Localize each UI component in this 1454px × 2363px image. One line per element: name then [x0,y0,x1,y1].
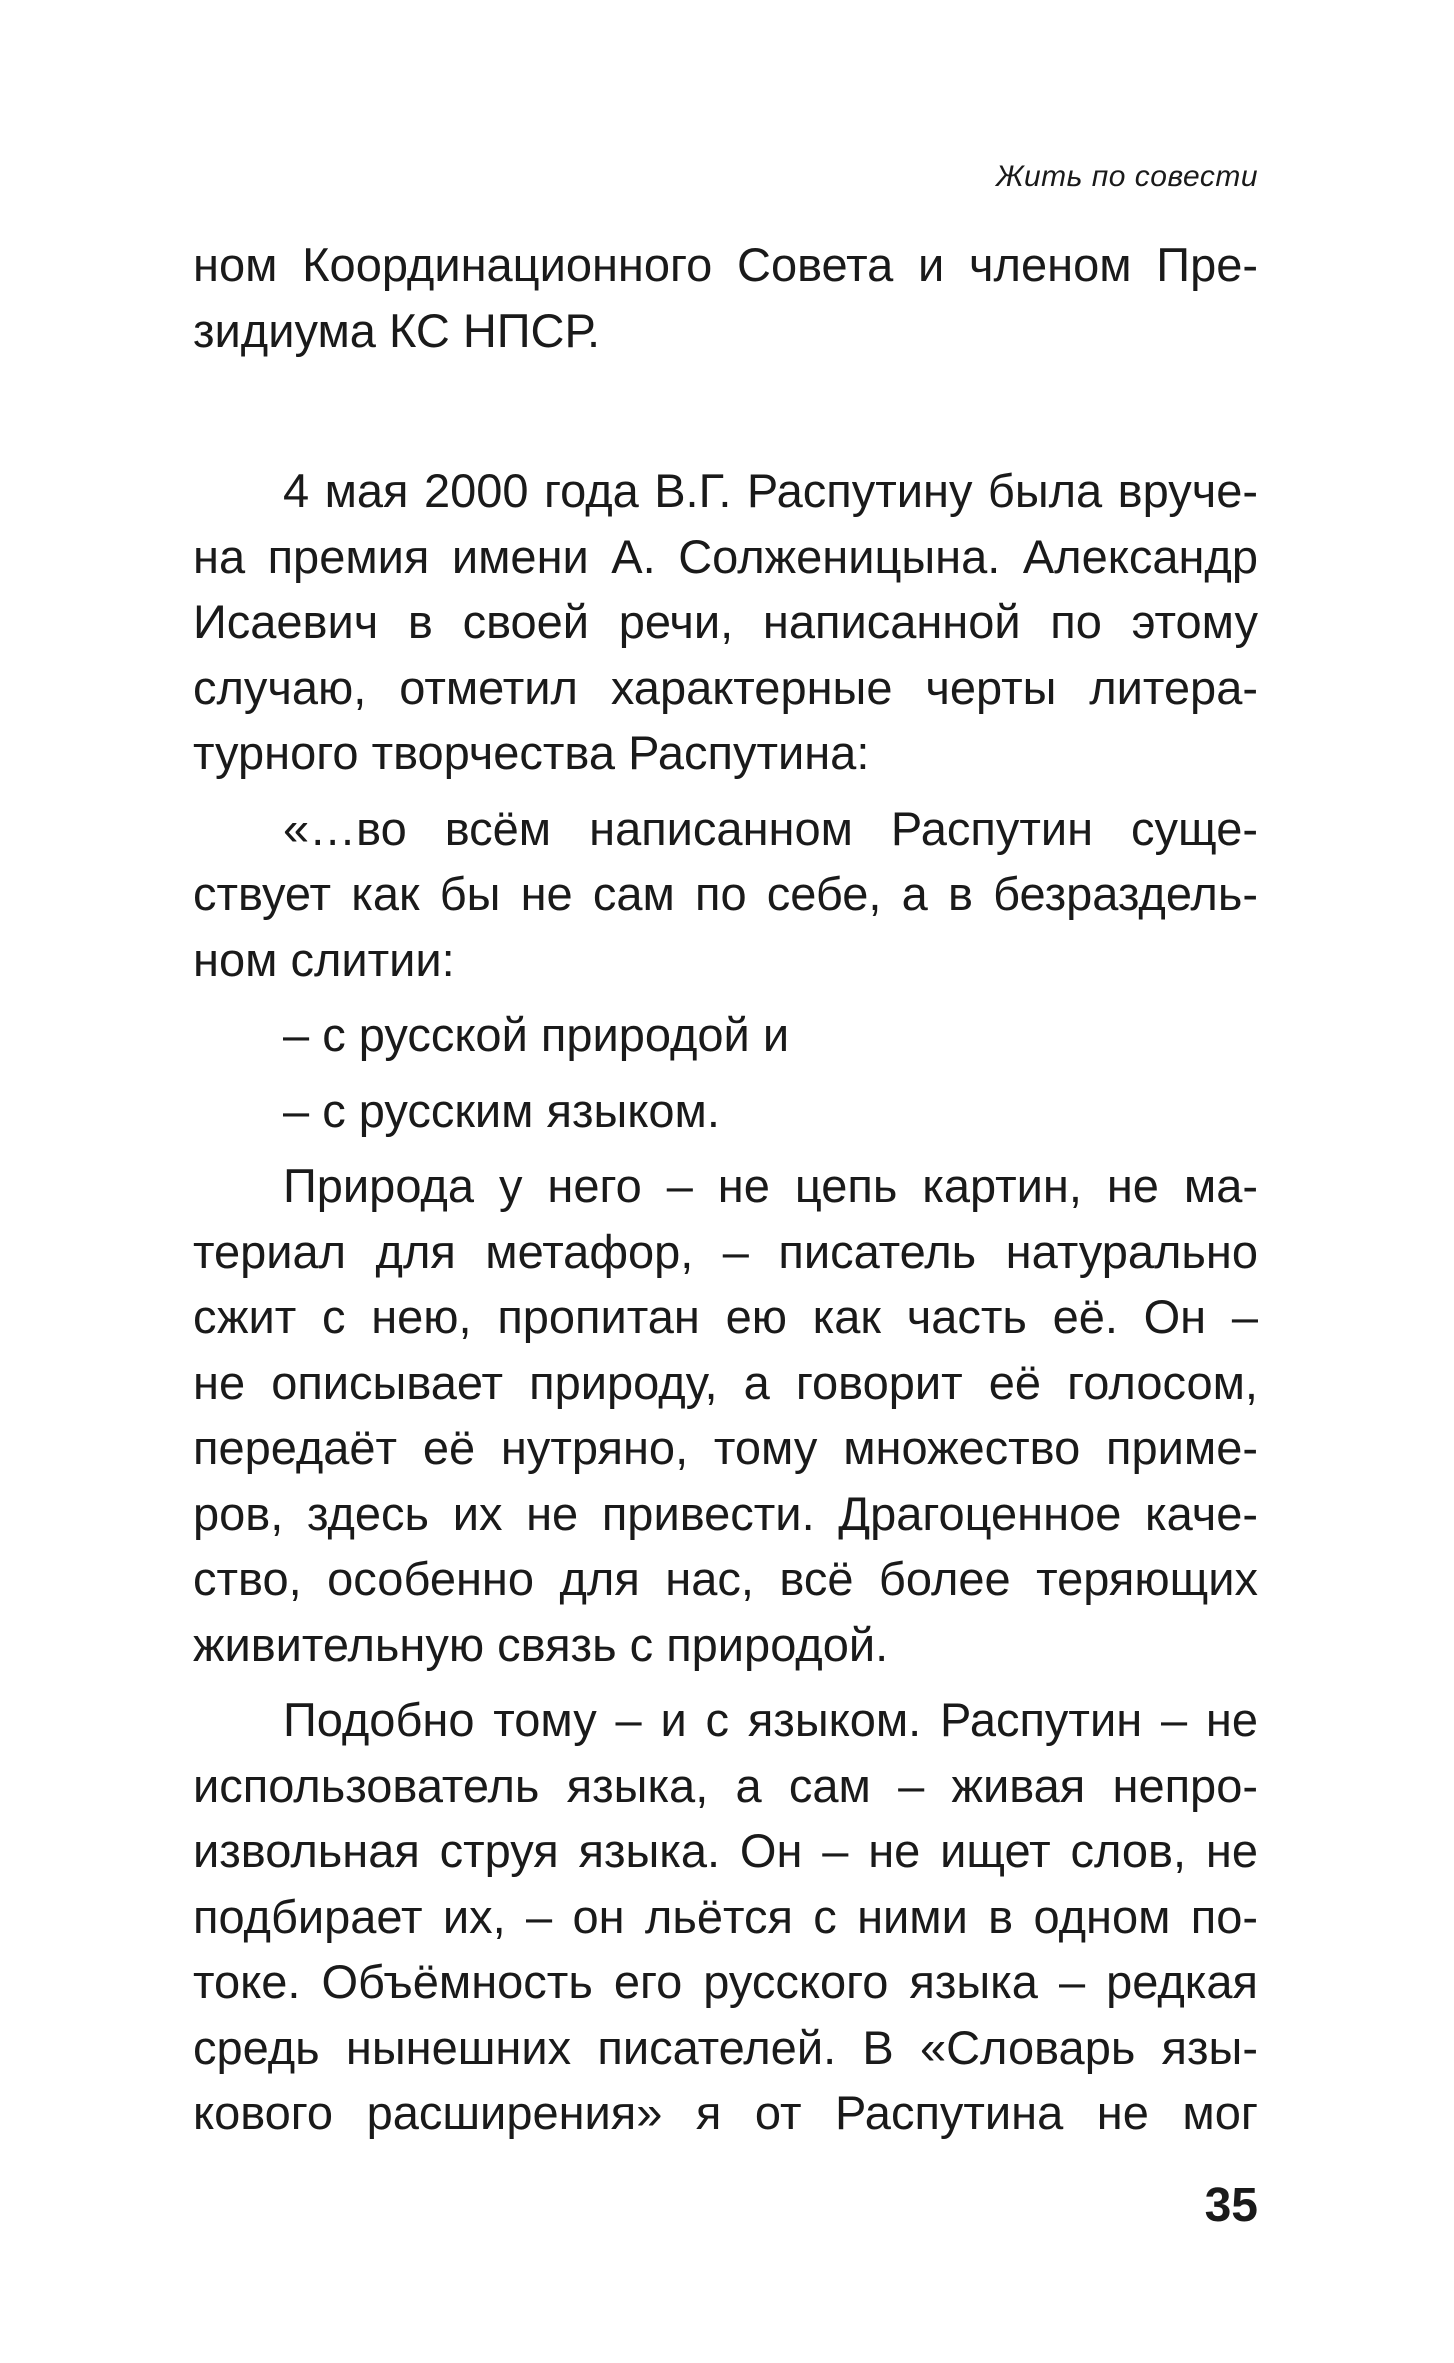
running-header: Жить по совести [995,160,1258,193]
text-line: турного творчества Распутина: [193,726,870,779]
text-line: «…во всём написанном Распутин суще- [283,801,1258,855]
text-line: ров, здесь их не привести. Драгоценное каче- [193,1486,1258,1540]
text-line: средь нынешних писателей. В «Словарь язы- [193,2020,1258,2074]
text-line: – с русским языком. [283,1083,720,1137]
text-block-continuation [193,232,1258,363]
text-line: на премия имени А. Солженицына. Александр [193,529,1258,583]
paragraph-nature [193,1153,1258,1677]
paragraph-quote-intro [193,796,1258,993]
list-item-nature [193,1002,1258,1068]
text-line: не описывает природу, а говорит её голосом, [193,1355,1258,1409]
text-line: зидиума КС НПСР. [193,303,601,357]
text-line: териал для метафор, – писатель натурально [193,1224,1258,1278]
text-line: Исаевич в своей речи, написанной по этому [193,595,1258,648]
text-line: ствует как бы не сам по себе, а в безраздель- [193,867,1258,920]
text-line: 4 мая 2000 года В.Г. Распутину была вруче- [283,464,1258,517]
text-line: ном Координационного Совета и членом Пре- [193,238,1258,291]
text-line: Подобно тому – и с языком. Распутин – не [283,1693,1258,1746]
text-line: токе. Объёмность его русского языка – редкая [193,1955,1258,2008]
list-item-language [193,1078,1258,1144]
text-line: случаю, отметил характерные черты литера- [193,660,1258,714]
text-line: использователь языка, а сам – живая непро- [193,1758,1258,1812]
text-line: извольная струя языка. Он – не ищет слов, не [193,1824,1258,1877]
text-line: живительную связь с природой. [193,1617,889,1671]
text-line: передаёт её нутряно, тому множество приме- [193,1421,1258,1474]
text-line: ство, особенно для нас, всё более теряющих [193,1552,1258,1605]
text-line: ном слитии: [193,932,455,986]
page-number: 35 [1204,2179,1258,2232]
paragraph-prize [193,458,1258,786]
text-line: кового расширения» я от Распутина не мог [193,2086,1258,2139]
text-line: – с русской природой и [283,1008,790,1061]
text-line: сжит с нею, пропитан ею как часть её. Он – [193,1290,1258,1343]
text-line: подбирает их, – он льётся с ними в одном по- [193,1889,1258,1943]
text-line: Природа у него – не цепь картин, не ма- [283,1159,1258,1212]
text-block-main [193,458,1258,2146]
paragraph-language [193,1687,1258,2146]
